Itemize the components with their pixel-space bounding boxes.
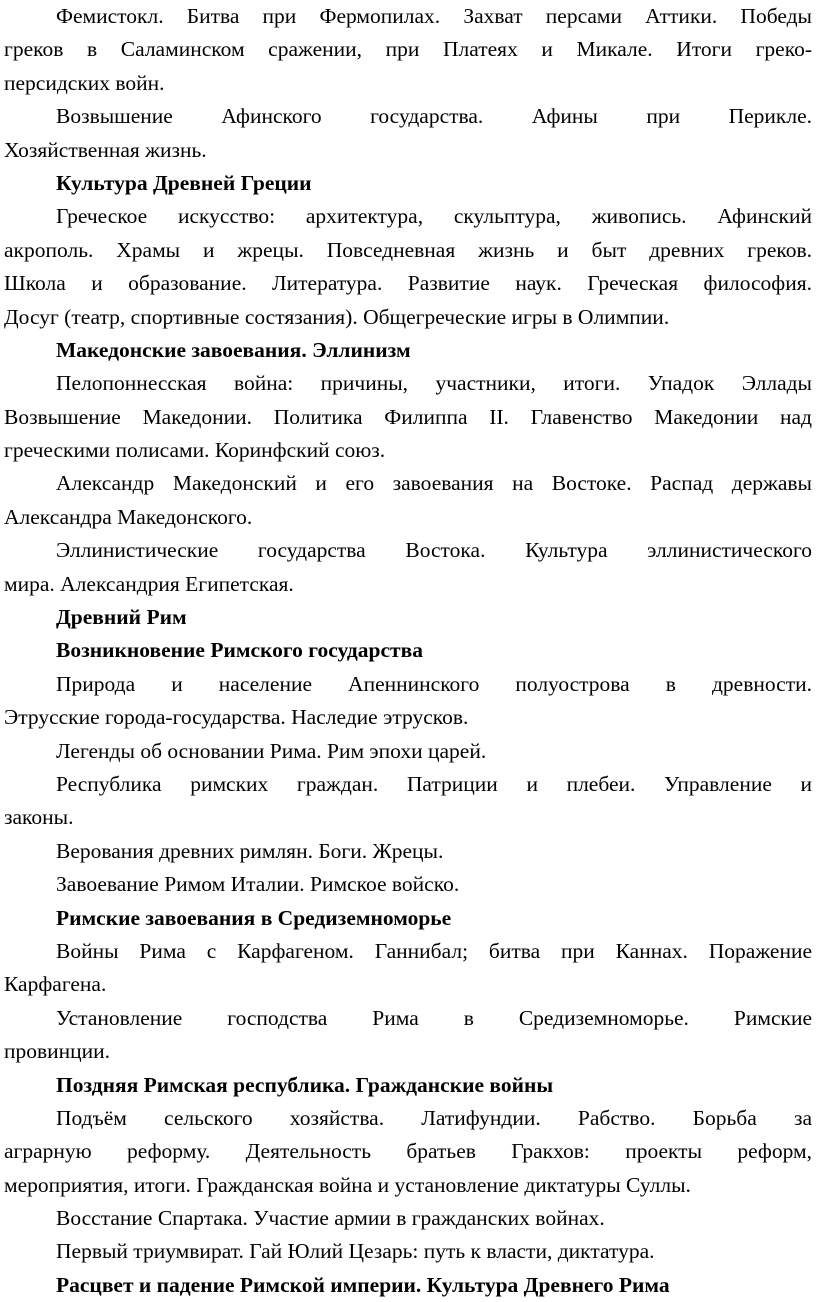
section-heading: Возникновение Римского государства [56, 638, 423, 663]
text-line: Возвышение Афинского государства. Афины при Перикле. [56, 104, 812, 129]
text-line: провинции. [4, 1039, 111, 1064]
document-body [4, 0, 812, 1302]
section-heading: Расцвет и падение Римской империи. Культура Древнего Рима [56, 1272, 670, 1297]
text-line: Подъём сельского хозяйства. Латифундии. Рабство. Борьба за [56, 1105, 812, 1130]
text-line: Фемистокл. Битва при Фермопилах. Захват персами Аттики. Победы [56, 4, 812, 28]
text-line: Легенды об основании Рима. Рим эпохи царей. [56, 738, 487, 763]
text-line: Греческое искусство: архитектура, скульптура, живопись. Афинский [56, 204, 812, 229]
text-line: Александра Македонского. [4, 504, 253, 529]
text-line: Завоевание Римом Италии. Римское войско. [56, 872, 460, 897]
text-line: Восстание Спартака. Участие армии в гражданских войнах. [56, 1206, 605, 1231]
section-heading: Поздняя Римская республика. Гражданские войны [56, 1072, 554, 1097]
text-line: Пелопоннесская война: причины, участники, итоги. Упадок Эллады [56, 371, 812, 396]
text-line: Эллинистические государства Востока. Культура эллинистического [56, 538, 812, 563]
text-line: греческими полисами. Коринфский союз. [4, 438, 386, 463]
text-line: Школа и образование. Литература. Развитие наук. Греческая философия. [4, 271, 812, 296]
text-line: Возвышение Македонии. Политика Филиппа II. Главенство Македонии над [4, 404, 812, 429]
section-heading: Римские завоевания в Средиземноморье [56, 905, 452, 930]
text-line: законы. [4, 805, 74, 830]
text-line: Досуг (театр, спортивные состязания). Общегреческие игры в Олимпии. [4, 304, 670, 329]
text-line: Войны Рима с Карфагеном. Ганнибал; битва при Каннах. Поражение [56, 938, 812, 963]
section-heading: Культура Древней Греции [56, 170, 312, 195]
text-line: Установление господства Рима в Средиземноморье. Римские [56, 1005, 812, 1030]
text-line: мероприятия, итоги. Гражданская война и установление диктатуры Суллы. [4, 1172, 691, 1197]
section-heading: Македонские завоевания. Эллинизм [56, 337, 411, 362]
text-line: Природа и население Апеннинского полуострова в древности. [56, 671, 812, 696]
text-line: аграрную реформу. Деятельность братьев Гракхов: проекты реформ, [4, 1139, 812, 1164]
text-line: Верования древних римлян. Боги. Жрецы. [56, 838, 444, 863]
text-line: Карфагена. [4, 972, 107, 997]
text-line: Первый триумвират. Гай Юлий Цезарь: путь к власти, диктатура. [56, 1239, 655, 1264]
text-line: персидских войн. [4, 70, 165, 95]
section-heading: Древний Рим [56, 605, 187, 630]
text-line: Александр Македонский и его завоевания на Востоке. Распад державы [56, 471, 812, 496]
text-line: Республика римских граждан. Патриции и плебеи. Управление и [56, 771, 812, 796]
text-line: акрополь. Храмы и жрецы. Повседневная жизнь и быт древних греков. [4, 237, 812, 262]
text-line: Хозяйственная жизнь. [4, 137, 207, 162]
text-line: греков в Саламинском сражении, при Платеях и Микале. Итоги греко- [4, 37, 812, 62]
text-line: мира. Александрия Египетская. [4, 571, 294, 596]
text-line: Этрусские города-государства. Наследие этрусков. [4, 705, 469, 730]
